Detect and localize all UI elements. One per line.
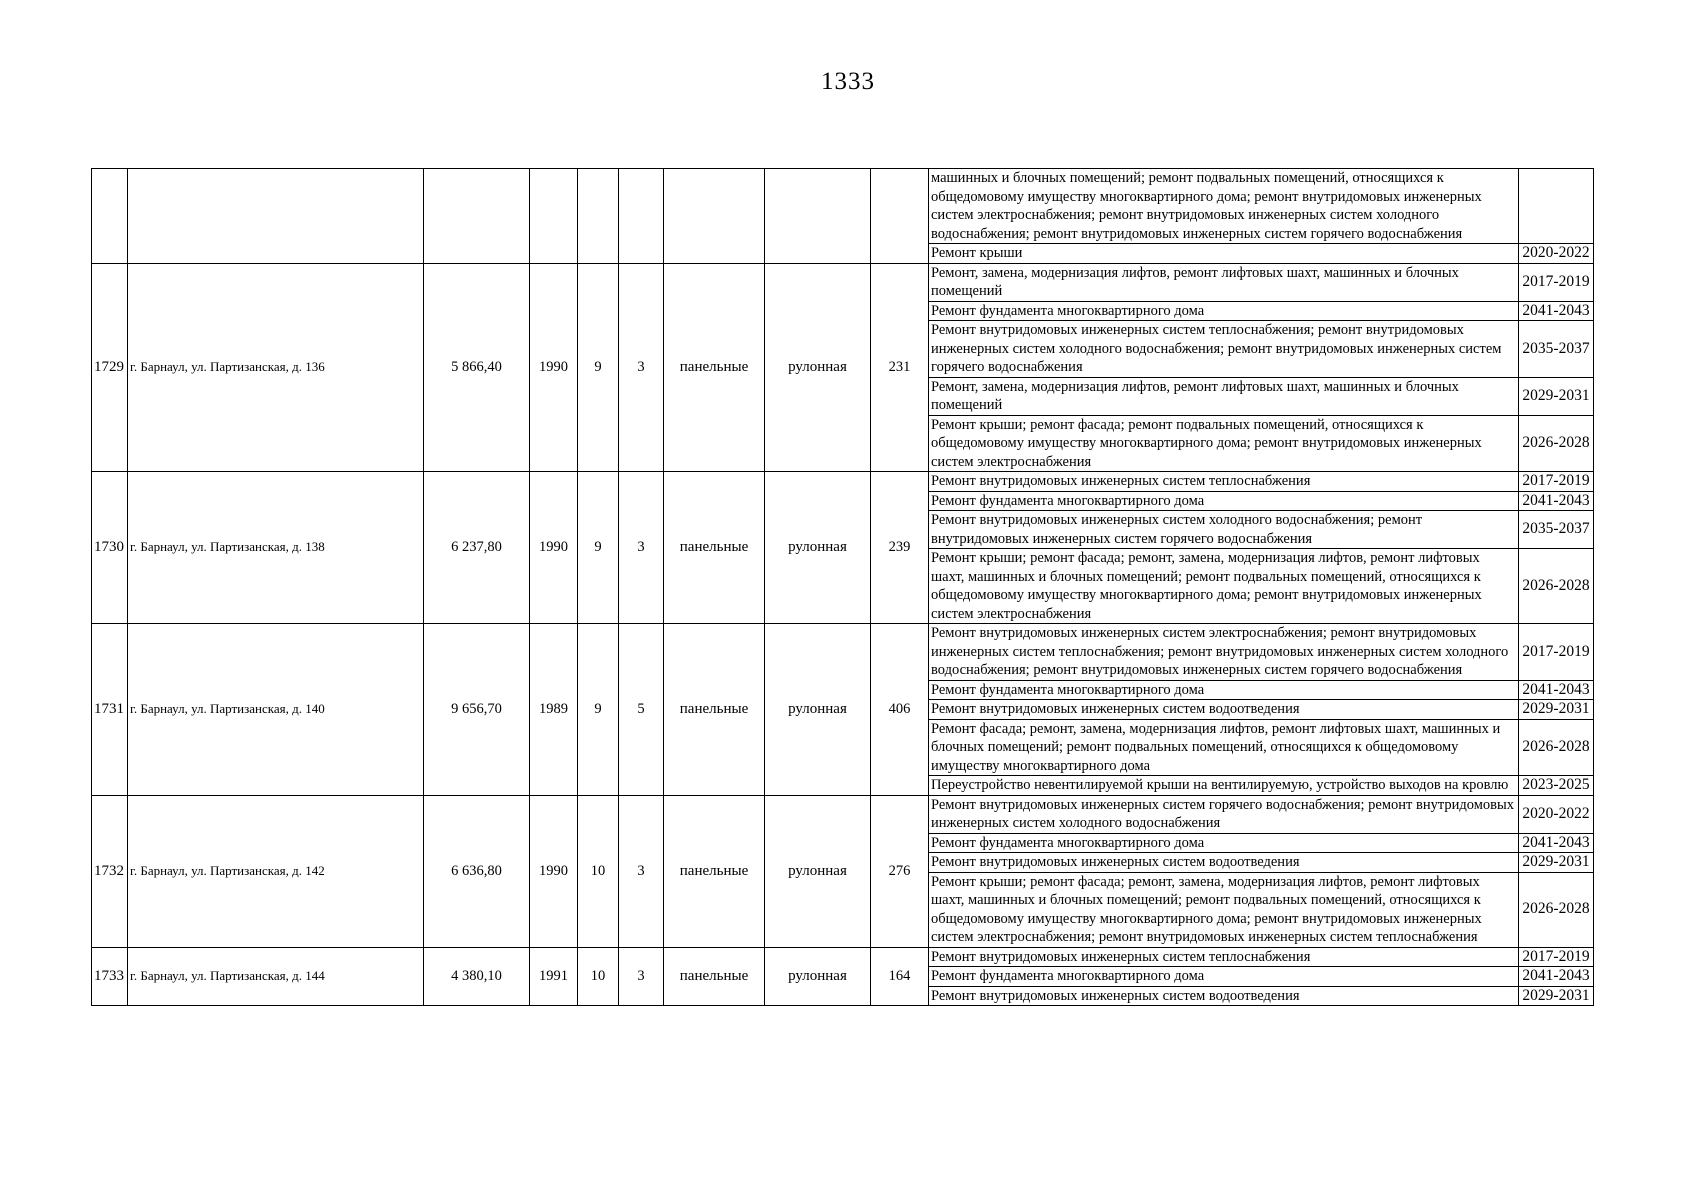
work-description: Ремонт внутридомовых инженерных систем холодного водоснабжения; ремонт внутридомовых инженерных систем горячего водоснабжения <box>929 511 1519 549</box>
work-period: 2035-2037 <box>1519 321 1594 378</box>
work-period: 2017-2019 <box>1519 472 1594 492</box>
work-period: 2029-2031 <box>1519 986 1594 1006</box>
roof-type-cell: рулонная <box>765 472 871 624</box>
year-cell: 1990 <box>530 795 578 947</box>
work-period: 2023-2025 <box>1519 776 1594 796</box>
entrances-cell: 3 <box>619 263 664 472</box>
work-description: Ремонт фундамента многоквартирного дома <box>929 491 1519 511</box>
address-cell: г. Барнаул, ул. Партизанская, д. 140 <box>128 624 424 796</box>
year-cell: 1989 <box>530 624 578 796</box>
area-cell: 6 636,80 <box>424 795 530 947</box>
year-cell: 1991 <box>530 947 578 1006</box>
work-description: Ремонт фундамента многоквартирного дома <box>929 833 1519 853</box>
work-period: 2017-2019 <box>1519 947 1594 967</box>
floors-cell: 9 <box>578 263 619 472</box>
work-period: 2035-2037 <box>1519 511 1594 549</box>
blank-cell <box>765 169 871 264</box>
work-period: 2029-2031 <box>1519 700 1594 720</box>
work-description: Ремонт внутридомовых инженерных систем водоотведения <box>929 853 1519 873</box>
area-cell: 6 237,80 <box>424 472 530 624</box>
address-cell: г. Барнаул, ул. Партизанская, д. 142 <box>128 795 424 947</box>
work-period: 2041-2043 <box>1519 680 1594 700</box>
table-row <box>92 472 1594 492</box>
row-number: 1731 <box>92 624 128 796</box>
row-number: 1729 <box>92 263 128 472</box>
work-description: Ремонт крыши <box>929 244 1519 264</box>
work-description: Ремонт крыши; ремонт фасада; ремонт подвальных помещений, относящихся к общедомовому имуществу многоквартирного дома; ремонт внутридомовых инженерных систем электроснабжения <box>929 415 1519 472</box>
row-number: 1730 <box>92 472 128 624</box>
work-period <box>1519 169 1594 244</box>
row-number: 1732 <box>92 795 128 947</box>
area-cell: 9 656,70 <box>424 624 530 796</box>
work-period: 2026-2028 <box>1519 549 1594 624</box>
page-number: 1333 <box>821 68 875 95</box>
work-period: 2041-2043 <box>1519 967 1594 987</box>
blank-cell <box>578 169 619 264</box>
roof-type-cell: рулонная <box>765 947 871 1006</box>
table-row <box>92 947 1594 967</box>
work-period: 2026-2028 <box>1519 415 1594 472</box>
roof-type-cell: рулонная <box>765 795 871 947</box>
work-description: машинных и блочных помещений; ремонт подвальных помещений, относящихся к общедомовому имуществу многоквартирного дома; ремонт внутридомовых инженерных систем электроснабжения; ремонт внутридомовых инженерных систем холодного водоснабжения; ремонт внутридомовых инженерных систем горячего водоснабжения <box>929 169 1519 244</box>
blank-cell <box>128 169 424 264</box>
wall-material-cell: панельные <box>664 947 765 1006</box>
work-description: Ремонт фундамента многоквартирного дома <box>929 680 1519 700</box>
entrances-cell: 3 <box>619 947 664 1006</box>
year-cell: 1990 <box>530 263 578 472</box>
blank-cell <box>424 169 530 264</box>
wall-material-cell: панельные <box>664 263 765 472</box>
continuation-row <box>92 169 1594 244</box>
work-description: Ремонт фундамента многоквартирного дома <box>929 967 1519 987</box>
address-cell: г. Барнаул, ул. Партизанская, д. 136 <box>128 263 424 472</box>
floors-cell: 10 <box>578 947 619 1006</box>
work-description: Ремонт внутридомовых инженерных систем теплоснабжения <box>929 472 1519 492</box>
work-period: 2026-2028 <box>1519 872 1594 947</box>
housing-repair-table <box>91 168 1594 1006</box>
work-period: 2020-2022 <box>1519 795 1594 833</box>
roof-type-cell: рулонная <box>765 263 871 472</box>
work-description: Ремонт, замена, модернизация лифтов, ремонт лифтовых шахт, машинных и блочных помещений <box>929 263 1519 301</box>
flats-count-cell: 406 <box>871 624 929 796</box>
work-description: Ремонт внутридомовых инженерных систем теплоснабжения; ремонт внутридомовых инженерных систем холодного водоснабжения; ремонт внутридомовых инженерных систем горячего водоснабжения <box>929 321 1519 378</box>
work-period: 2041-2043 <box>1519 833 1594 853</box>
area-cell: 4 380,10 <box>424 947 530 1006</box>
table-row <box>92 263 1594 301</box>
floors-cell: 10 <box>578 795 619 947</box>
work-description: Ремонт внутридомовых инженерных систем горячего водоснабжения; ремонт внутридомовых инженерных систем холодного водоснабжения <box>929 795 1519 833</box>
work-description: Переустройство невентилируемой крыши на вентилируемую, устройство выходов на кровлю <box>929 776 1519 796</box>
work-period: 2029-2031 <box>1519 377 1594 415</box>
work-description: Ремонт крыши; ремонт фасада; ремонт, замена, модернизация лифтов, ремонт лифтовых шахт, машинных и блочных помещений; ремонт подвальных помещений, относящихся к общедомовому имуществу многоквартирного дома; ремонт внутридомовых инженерных систем электроснабжения; ремонт внутридомовых инженерных систем теплоснабжения <box>929 872 1519 947</box>
address-cell: г. Барнаул, ул. Партизанская, д. 144 <box>128 947 424 1006</box>
flats-count-cell: 231 <box>871 263 929 472</box>
work-description: Ремонт внутридомовых инженерных систем водоотведения <box>929 986 1519 1006</box>
work-description: Ремонт внутридомовых инженерных систем водоотведения <box>929 700 1519 720</box>
work-period: 2041-2043 <box>1519 491 1594 511</box>
work-period: 2041-2043 <box>1519 301 1594 321</box>
table-row <box>92 624 1594 681</box>
blank-cell <box>619 169 664 264</box>
roof-type-cell: рулонная <box>765 624 871 796</box>
work-period: 2017-2019 <box>1519 263 1594 301</box>
flats-count-cell: 276 <box>871 795 929 947</box>
table-body <box>92 169 1594 1006</box>
area-cell: 5 866,40 <box>424 263 530 472</box>
flats-count-cell: 239 <box>871 472 929 624</box>
year-cell: 1990 <box>530 472 578 624</box>
floors-cell: 9 <box>578 472 619 624</box>
blank-cell <box>92 169 128 264</box>
work-description: Ремонт, замена, модернизация лифтов, ремонт лифтовых шахт, машинных и блочных помещений <box>929 377 1519 415</box>
entrances-cell: 5 <box>619 624 664 796</box>
work-period: 2017-2019 <box>1519 624 1594 681</box>
wall-material-cell: панельные <box>664 624 765 796</box>
wall-material-cell: панельные <box>664 795 765 947</box>
work-description: Ремонт фасада; ремонт, замена, модернизация лифтов, ремонт лифтовых шахт, машинных и блочных помещений; ремонт подвальных помещений, относящихся к общедомовому имуществу многоквартирного дома <box>929 719 1519 776</box>
work-period: 2020-2022 <box>1519 244 1594 264</box>
address-cell: г. Барнаул, ул. Партизанская, д. 138 <box>128 472 424 624</box>
work-description: Ремонт внутридомовых инженерных систем теплоснабжения <box>929 947 1519 967</box>
flats-count-cell: 164 <box>871 947 929 1006</box>
entrances-cell: 3 <box>619 795 664 947</box>
work-period: 2026-2028 <box>1519 719 1594 776</box>
entrances-cell: 3 <box>619 472 664 624</box>
work-description: Ремонт фундамента многоквартирного дома <box>929 301 1519 321</box>
blank-cell <box>530 169 578 264</box>
blank-cell <box>664 169 765 264</box>
work-description: Ремонт внутридомовых инженерных систем электроснабжения; ремонт внутридомовых инженерных систем теплоснабжения; ремонт внутридомовых инженерных систем холодного водоснабжения; ремонт внутридомовых инженерных систем горячего водоснабжения <box>929 624 1519 681</box>
work-period: 2029-2031 <box>1519 853 1594 873</box>
blank-cell <box>871 169 929 264</box>
work-description: Ремонт крыши; ремонт фасада; ремонт, замена, модернизация лифтов, ремонт лифтовых шахт, машинных и блочных помещений; ремонт подвальных помещений, относящихся к общедомовому имуществу многоквартирного дома; ремонт внутридомовых инженерных систем электроснабжения <box>929 549 1519 624</box>
row-number: 1733 <box>92 947 128 1006</box>
wall-material-cell: панельные <box>664 472 765 624</box>
floors-cell: 9 <box>578 624 619 796</box>
table-row <box>92 795 1594 833</box>
